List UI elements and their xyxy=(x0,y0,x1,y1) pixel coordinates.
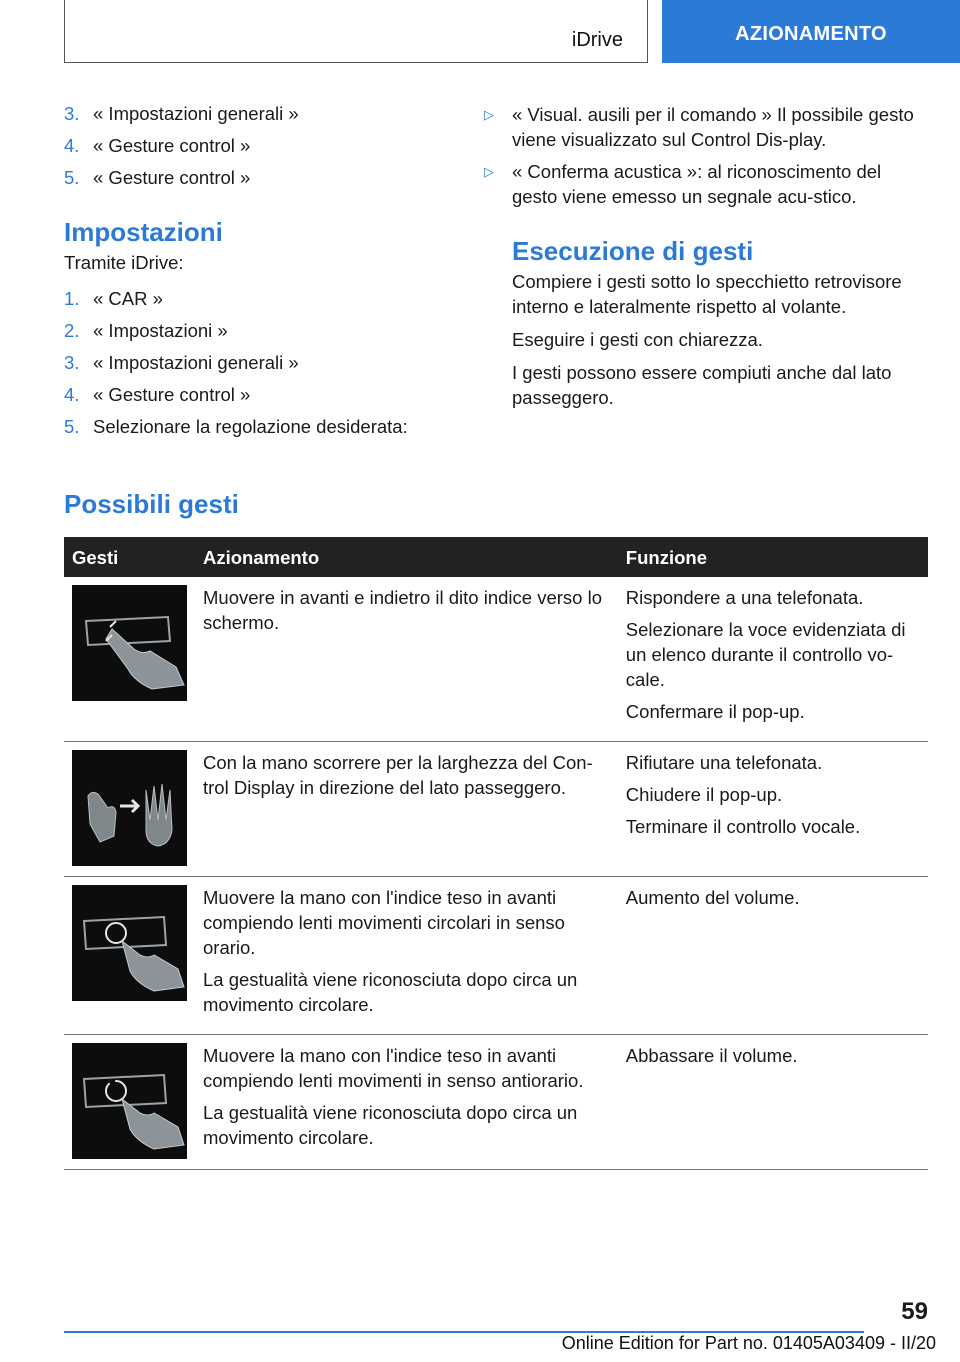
function-text: Rispondere a una telefonata. xyxy=(625,587,864,608)
action-text: La gestualità viene riconosciuta dopo circa un movimento circolare. xyxy=(203,969,578,1015)
column-header: Funzione xyxy=(618,537,928,577)
paragraph: I gesti possono essere compiuti anche dal lato passeggero. xyxy=(512,362,892,408)
gesture-rotate-counterclockwise-icon xyxy=(72,1043,187,1159)
step-text: « Impostazioni generali » xyxy=(93,103,299,124)
list-item xyxy=(64,351,464,375)
function-cell xyxy=(618,877,928,1035)
table-row xyxy=(64,877,928,1035)
gesture-image-cell xyxy=(64,577,195,742)
paragraph: Eseguire i gesti con chiarezza. xyxy=(512,329,763,350)
gesture-swipe-hand-icon xyxy=(72,750,187,866)
bullet-item xyxy=(454,159,928,209)
step-text: « CAR » xyxy=(93,288,163,309)
list-item xyxy=(64,134,464,158)
step-number: 4. xyxy=(64,135,80,156)
function-cell xyxy=(618,577,928,742)
action-cell xyxy=(195,577,618,742)
settings-step-list xyxy=(64,287,464,439)
action-cell xyxy=(195,877,618,1035)
triangle-bullet-icon: ▷ xyxy=(484,164,494,179)
edition-note: Online Edition for Part no. 01405A03409 - II/20 xyxy=(561,1333,936,1353)
action-text: Muovere in avanti e indietro il dito indice verso lo schermo. xyxy=(203,587,602,633)
action-text: Muovere la mano con l'indice teso in avanti compiendo lenti movimenti in senso antiorario. xyxy=(203,1045,584,1091)
table-row xyxy=(64,742,928,877)
function-text: Terminare il controllo vocale. xyxy=(625,816,861,837)
list-item xyxy=(64,415,464,439)
gesture-image-cell xyxy=(64,742,195,877)
action-cell xyxy=(195,742,618,877)
action-text: Muovere la mano con l'indice teso in avanti compiendo lenti movimenti circolari in senso orario. xyxy=(203,887,565,958)
list-item xyxy=(64,287,464,311)
function-cell xyxy=(618,742,928,877)
column-header: Azionamento xyxy=(195,537,618,577)
top-step-list xyxy=(64,102,464,190)
function-text: Aumento del volume. xyxy=(625,887,800,908)
step-text: « Gesture control » xyxy=(93,384,251,405)
step-number: 2. xyxy=(64,320,80,341)
function-text: Confermare il pop-up. xyxy=(625,701,805,722)
step-text: « Gesture control » xyxy=(93,167,251,188)
step-number: 1. xyxy=(64,288,80,309)
bullet-text: « Visual. ausili per il comando » Il possibile gesto viene visualizzato sul Control Dis-play. xyxy=(512,104,914,150)
table-row xyxy=(64,1035,928,1170)
left-column xyxy=(64,102,464,447)
header-chapter-tab: AZIONAMENTO xyxy=(662,0,960,63)
gestures-table xyxy=(64,537,928,1170)
action-cell xyxy=(195,1035,618,1170)
function-text: Rifiutare una telefonata. xyxy=(625,752,823,773)
right-column xyxy=(484,102,928,410)
bullet-text: « Conferma acustica »: al riconoscimento del gesto viene emesso un segnale acu-stico. xyxy=(512,161,882,207)
function-text: Chiudere il pop-up. xyxy=(625,784,783,805)
list-item xyxy=(64,383,464,407)
function-text: Abbassare il volume. xyxy=(625,1045,798,1066)
action-text: Con la mano scorrere per la larghezza del Con-trol Display in direzione del lato passeggero. xyxy=(203,752,593,798)
step-text: « Gesture control » xyxy=(93,135,251,156)
gesture-image-cell xyxy=(64,1035,195,1170)
list-item xyxy=(64,102,464,126)
action-text: La gestualità viene riconosciuta dopo circa un movimento circolare. xyxy=(203,1102,578,1148)
step-number: 5. xyxy=(64,416,80,437)
header-frame xyxy=(64,0,648,63)
gesture-point-forward-back-icon xyxy=(72,585,187,701)
paragraph: Compiere i gesti sotto lo specchietto retrovisore interno e lateralmente rispetto al volante. xyxy=(512,271,902,317)
list-item xyxy=(64,166,464,190)
table-row xyxy=(64,577,928,742)
bullet-item xyxy=(454,102,928,152)
step-number: 3. xyxy=(64,103,80,124)
section-heading-gesti: Possibili gesti xyxy=(64,489,239,519)
step-number: 5. xyxy=(64,167,80,188)
step-number: 3. xyxy=(64,352,80,373)
gesture-rotate-clockwise-icon xyxy=(72,885,187,1001)
header-section-label: iDrive xyxy=(571,29,623,51)
table-header-row xyxy=(64,537,928,577)
section-heading-esecuzione: Esecuzione di gesti xyxy=(512,236,754,266)
section-heading-impostazioni: Impostazioni xyxy=(64,217,223,247)
intro-text: Tramite iDrive: xyxy=(64,252,184,273)
step-text: Selezionare la regolazione desiderata: xyxy=(93,416,408,437)
triangle-bullet-icon: ▷ xyxy=(484,107,494,122)
step-text: « Impostazioni generali » xyxy=(93,352,299,373)
function-text: Selezionare la voce evidenziata di un elenco durante il controllo vo-cale. xyxy=(625,619,906,690)
column-header: Gesti xyxy=(64,537,195,577)
step-number: 4. xyxy=(64,384,80,405)
step-text: « Impostazioni » xyxy=(93,320,228,341)
page-number: 59 xyxy=(901,1298,928,1325)
list-item xyxy=(64,319,464,343)
gesture-image-cell xyxy=(64,877,195,1035)
function-cell xyxy=(618,1035,928,1170)
